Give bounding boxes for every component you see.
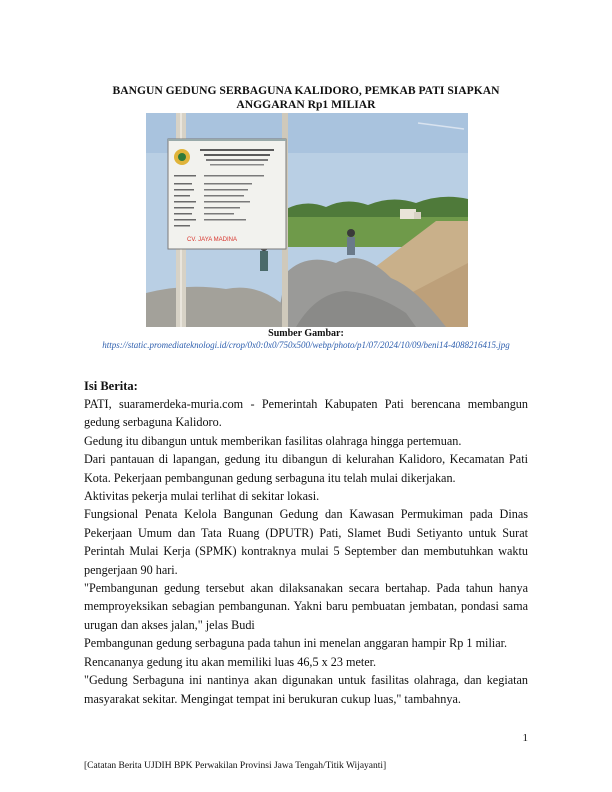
- image-source-label: Sumber Gambar:: [268, 328, 344, 339]
- paragraph: Dari pantauan di lapangan, gedung itu dibangun di kelurahan Kalidoro, Kecamatan Pati Kota. Pekerjaan pembangunan gedung serbaguna itu telah mulai dikerjakan.: [84, 452, 528, 485]
- paragraph: Gedung itu dibangun untuk memberikan fasilitas olahraga hingga pertemuan.: [84, 433, 462, 448]
- news-photo: [146, 113, 468, 327]
- paragraph: PATI, suaramerdeka-muria.com - Pemerintah Kabupaten Pati berencana membangun gedung serbaguna Kalidoro.: [84, 397, 528, 430]
- article-body: [84, 395, 528, 708]
- footer-note: [Catatan Berita UJDIH BPK Perwakilan Provinsi Jawa Tengah/Titik Wijayanti]: [84, 761, 387, 771]
- paragraph: "Gedung Serbaguna ini nantinya akan digunakan untuk fasilitas olahraga, dan kegiatan masyarakat sekitar. Mengingat tempat ini berukuran cukup luas," tambahnya.: [84, 673, 528, 706]
- article-title: BANGUN GEDUNG SERBAGUNA KALIDORO, PEMKAB PATI SIAPKAN ANGGARAN Rp1 MILIAR: [112, 84, 500, 111]
- construction-site-illustration: [146, 113, 468, 327]
- paragraph: Aktivitas pekerja mulai terlihat di sekitar lokasi.: [84, 489, 320, 504]
- sign-contractor-text: CV. JAYA MADINA: [187, 237, 237, 243]
- paragraph: Rencananya gedung itu akan memiliki luas 46,5 x 23 meter.: [84, 654, 377, 669]
- page-number: 1: [522, 732, 528, 744]
- image-source-url[interactable]: https://static.promediateknologi.id/crop/0x0:0x0/750x500/webp/photo/p1/07/2024/10/09/beni14-4088216415.jpg: [102, 340, 510, 350]
- paragraph: Fungsional Penata Kelola Bangunan Gedung dan Kawasan Permukiman pada Dinas Pekerjaan Umum dan Tata Ruang (DPUTR) Pati, Slamet Budi Setiyanto untuk Surat Perintah Mulai Kerja (SPMK) kontraknya mulai 5 September dan membutuhkan waktu pengerjaan 90 hari.: [84, 507, 528, 577]
- paragraph: "Pembangunan gedung tersebut akan dilaksanakan secara bertahap. Pada tahun hanya memproyeksikan sebagian pembangunan. Yakni baru pembuatan jembatan, pondasi sama urugan dan akses jalan," jelas Budi: [84, 581, 528, 632]
- paragraph: Pembangunan gedung serbaguna pada tahun ini menelan anggaran hampir Rp 1 miliar.: [84, 636, 508, 651]
- section-heading: Isi Berita:: [84, 379, 138, 393]
